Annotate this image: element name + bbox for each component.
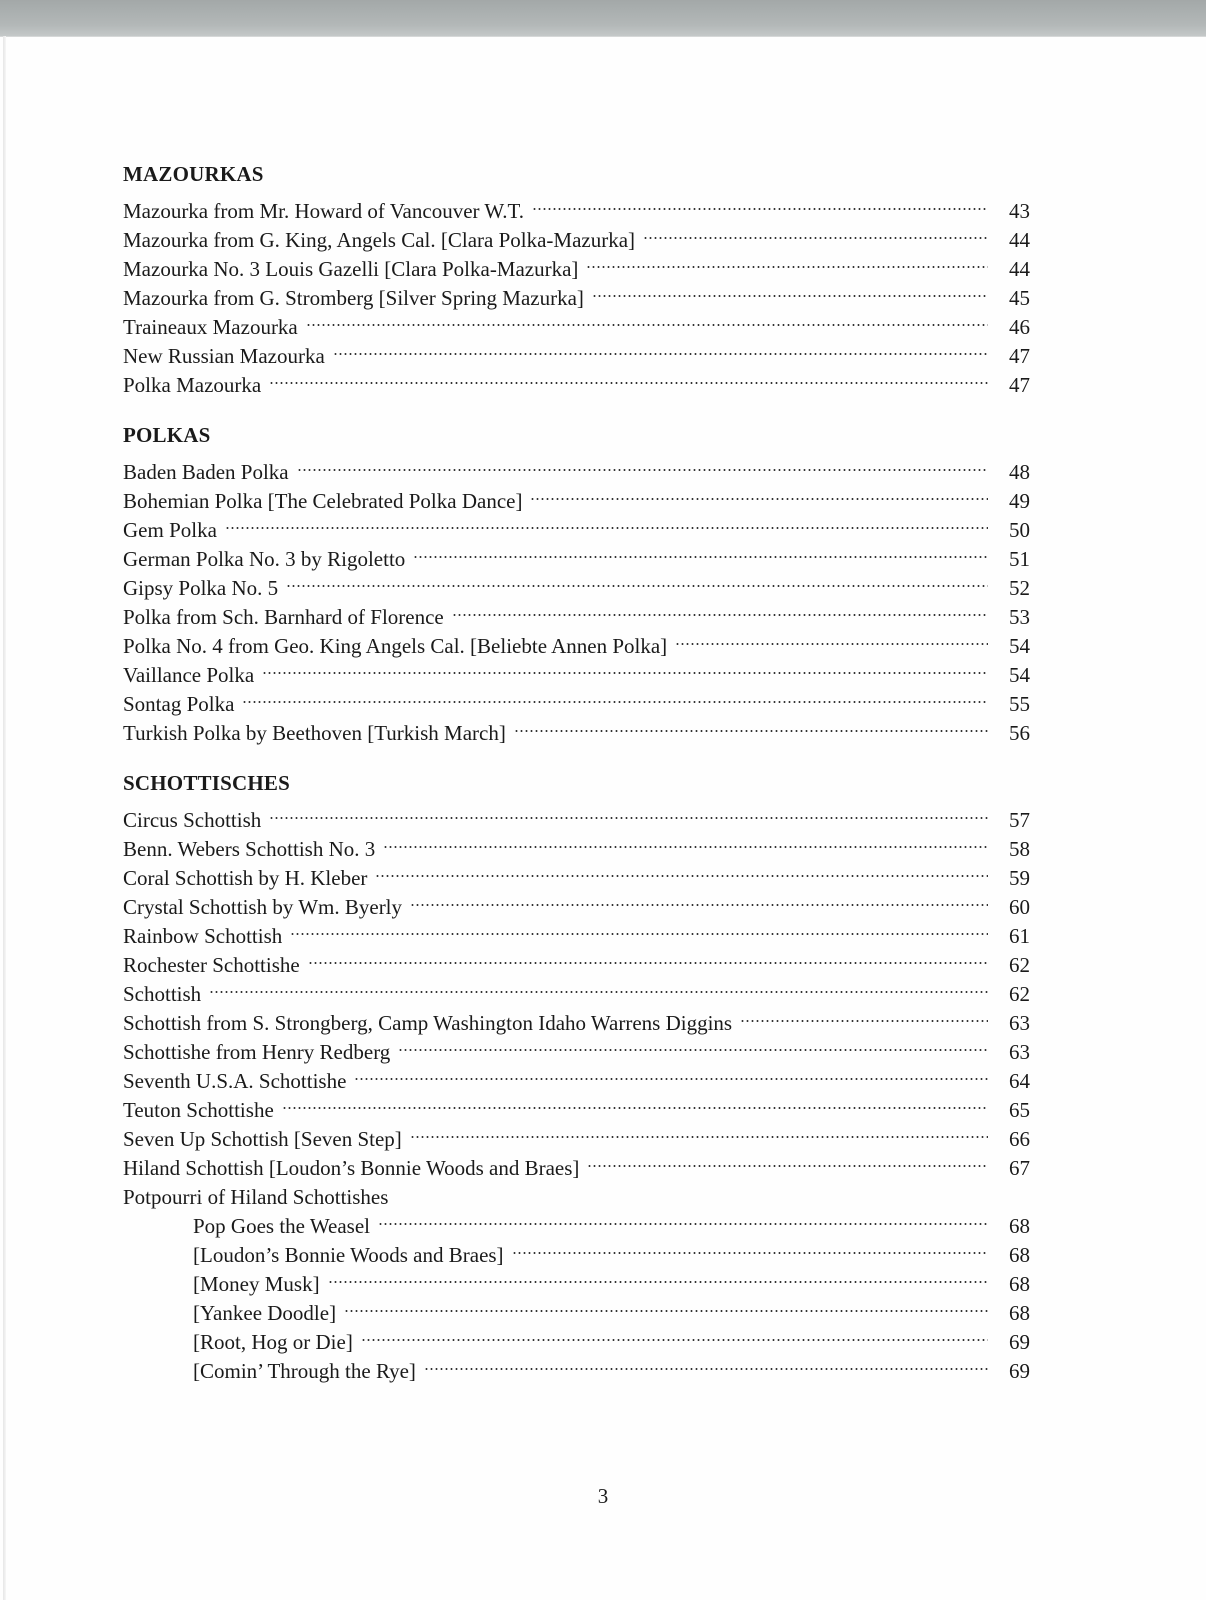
toc-entry — [123, 450, 1030, 484]
entry-title: Rochester Schottishe — [123, 953, 300, 977]
entry-title: Mazourka No. 3 Louis Gazelli [Clara Polka-Mazurka] — [123, 257, 579, 281]
dot-leader — [586, 247, 996, 276]
page-number: 3 — [597, 1484, 609, 1508]
entry-title: Polka from Sch. Barnhard of Florence — [123, 605, 444, 629]
toc-section-mazourkas — [123, 160, 1030, 397]
dot-leader — [286, 566, 996, 595]
entry-page-number: 67 — [1009, 1156, 1030, 1180]
dot-leader — [643, 218, 996, 247]
dot-leader — [587, 1146, 996, 1175]
entry-title: Sontag Polka — [123, 692, 235, 716]
entry-page-number: 68 — [1009, 1243, 1030, 1267]
dot-leader — [354, 1059, 996, 1088]
entry-title: German Polka No. 3 by Rigoletto — [123, 547, 406, 571]
dot-leader — [269, 363, 996, 392]
entry-page-number: 66 — [1009, 1127, 1030, 1151]
entry-title: Seventh U.S.A. Schottishe — [123, 1069, 347, 1093]
dot-leader — [410, 885, 996, 914]
entry-title: Hiland Schottish [Loudon’s Bonnie Woods and Braes] — [123, 1156, 580, 1180]
entry-page-number: 44 — [1009, 257, 1030, 281]
entry-page-number: 51 — [1009, 547, 1030, 571]
entry-page-number: 62 — [1009, 982, 1030, 1006]
toc-entry — [123, 189, 1030, 223]
entry-page-number: 43 — [1009, 199, 1030, 223]
scanner-edge-shadow — [0, 0, 1206, 37]
entry-page-number: 48 — [1009, 460, 1030, 484]
entry-page-number: 61 — [1009, 924, 1030, 948]
entry-page-number: 56 — [1009, 721, 1030, 745]
entry-page-number: 52 — [1009, 576, 1030, 600]
entry-page-number: 68 — [1009, 1214, 1030, 1238]
dot-leader — [530, 479, 996, 508]
section-heading: POLKAS — [123, 423, 211, 447]
toc-entry — [123, 537, 1030, 571]
section-entries — [123, 450, 1030, 745]
dot-leader — [209, 972, 996, 1001]
entry-title: [Yankee Doodle] — [193, 1301, 337, 1325]
dot-leader — [740, 1001, 996, 1030]
toc-entry — [123, 711, 1030, 745]
entry-page-number: 58 — [1009, 837, 1030, 861]
section-entries — [123, 189, 1030, 397]
entry-title: [Money Musk] — [193, 1272, 320, 1296]
entry-title: [Comin’ Through the Rye] — [193, 1359, 416, 1383]
entry-title: Crystal Schottish by Wm. Byerly — [123, 895, 403, 919]
dot-leader — [383, 827, 996, 856]
toc-entry — [123, 1001, 1030, 1035]
toc-entry — [123, 508, 1030, 542]
entry-page-number: 59 — [1009, 866, 1030, 890]
entry-page-number: 54 — [1009, 663, 1030, 687]
dot-leader — [282, 1088, 996, 1117]
dot-leader — [532, 189, 996, 218]
entry-page-number: 68 — [1009, 1272, 1030, 1296]
dot-leader — [675, 624, 996, 653]
entry-title: Turkish Polka by Beethoven [Turkish March] — [123, 721, 506, 745]
entry-title: Baden Baden Polka — [123, 460, 289, 484]
entry-title: Coral Schottish by H. Kleber — [123, 866, 368, 890]
entry-page-number: 47 — [1009, 373, 1030, 397]
entry-page-number: 64 — [1009, 1069, 1030, 1093]
entry-title: Seven Up Schottish [Seven Step] — [123, 1127, 402, 1151]
entry-title: Gipsy Polka No. 5 — [123, 576, 279, 600]
dot-leader — [592, 276, 996, 305]
entry-title: Circus Schottish — [123, 808, 262, 832]
entry-page-number: 63 — [1009, 1040, 1030, 1064]
entry-title: Mazourka from G. Stromberg [Silver Spring Mazurka] — [123, 286, 584, 310]
entry-page-number: 60 — [1009, 895, 1030, 919]
entry-title: Bohemian Polka [The Celebrated Polka Dance] — [123, 489, 523, 513]
dot-leader — [306, 305, 996, 334]
entry-title: Schottishe from Henry Redberg — [123, 1040, 391, 1064]
dot-leader — [398, 1030, 996, 1059]
entry-title: Polka No. 4 from Geo. King Angels Cal. [Beliebte Annen Polka] — [123, 634, 668, 658]
dot-leader — [396, 1175, 996, 1204]
entry-page-number: 45 — [1009, 286, 1030, 310]
dot-leader — [452, 595, 996, 624]
toc-section-schottisches — [123, 769, 1030, 1383]
entry-page-number: 47 — [1009, 344, 1030, 368]
entry-title: Rainbow Schottish — [123, 924, 283, 948]
entry-page-number: 69 — [1009, 1359, 1030, 1383]
entry-page-number: 54 — [1009, 634, 1030, 658]
entry-title: Pop Goes the Weasel — [193, 1214, 370, 1238]
dot-leader — [290, 914, 996, 943]
dot-leader — [262, 653, 996, 682]
entry-title: Potpourri of Hiland Schottishes — [123, 1185, 389, 1209]
section-heading: SCHOTTISCHES — [123, 771, 290, 795]
entry-title: Mazourka from G. King, Angels Cal. [Clara Polka-Mazurka] — [123, 228, 636, 252]
entry-page-number: 65 — [1009, 1098, 1030, 1122]
scanner-left-edge — [3, 36, 6, 1600]
entry-title: New Russian Mazourka — [123, 344, 325, 368]
entry-page-number: 46 — [1009, 315, 1030, 339]
dot-leader — [514, 711, 996, 740]
dot-leader — [225, 508, 996, 537]
entry-title: [Root, Hog or Die] — [193, 1330, 353, 1354]
entry-page-number: 44 — [1009, 228, 1030, 252]
dot-leader — [375, 856, 996, 885]
section-heading: MAZOURKAS — [123, 162, 264, 186]
dot-leader — [378, 1204, 996, 1233]
dot-leader — [410, 1117, 996, 1146]
toc-entry — [123, 972, 1030, 1006]
entry-page-number: 62 — [1009, 953, 1030, 977]
entry-title: Benn. Webers Schottish No. 3 — [123, 837, 376, 861]
entry-page-number: 63 — [1009, 1011, 1030, 1035]
dot-leader — [413, 537, 996, 566]
entry-page-number: 49 — [1009, 489, 1030, 513]
entry-title: Mazourka from Mr. Howard of Vancouver W.T. — [123, 199, 525, 223]
toc-entry — [123, 682, 1030, 716]
entry-page-number: 55 — [1009, 692, 1030, 716]
entry-page-number: 68 — [1009, 1301, 1030, 1325]
entry-title: [Loudon’s Bonnie Woods and Braes] — [193, 1243, 504, 1267]
dot-leader — [328, 1262, 996, 1291]
dot-leader — [361, 1320, 996, 1349]
section-entries — [123, 798, 1030, 1383]
dot-leader — [512, 1233, 996, 1262]
entry-title: Gem Polka — [123, 518, 217, 542]
entry-page-number: 53 — [1009, 605, 1030, 629]
dot-leader — [344, 1291, 996, 1320]
entry-title: Traineaux Mazourka — [123, 315, 298, 339]
entry-title: Schottish from S. Strongberg, Camp Washington Idaho Warrens Diggins — [123, 1011, 733, 1035]
entry-page-number: 69 — [1009, 1330, 1030, 1354]
entry-title: Schottish — [123, 982, 202, 1006]
entry-page-number: 57 — [1009, 808, 1030, 832]
toc-entry — [123, 798, 1030, 832]
dot-leader — [424, 1349, 996, 1378]
toc-section-polkas — [123, 421, 1030, 745]
dot-leader — [333, 334, 996, 363]
entry-page-number: 50 — [1009, 518, 1030, 542]
dot-leader — [297, 450, 996, 479]
dot-leader — [308, 943, 996, 972]
dot-leader — [242, 682, 996, 711]
entry-title: Vaillance Polka — [123, 663, 255, 687]
entry-title: Teuton Schottishe — [123, 1098, 274, 1122]
entry-title: Polka Mazourka — [123, 373, 262, 397]
table-of-contents — [123, 160, 1030, 1407]
dot-leader — [269, 798, 996, 827]
